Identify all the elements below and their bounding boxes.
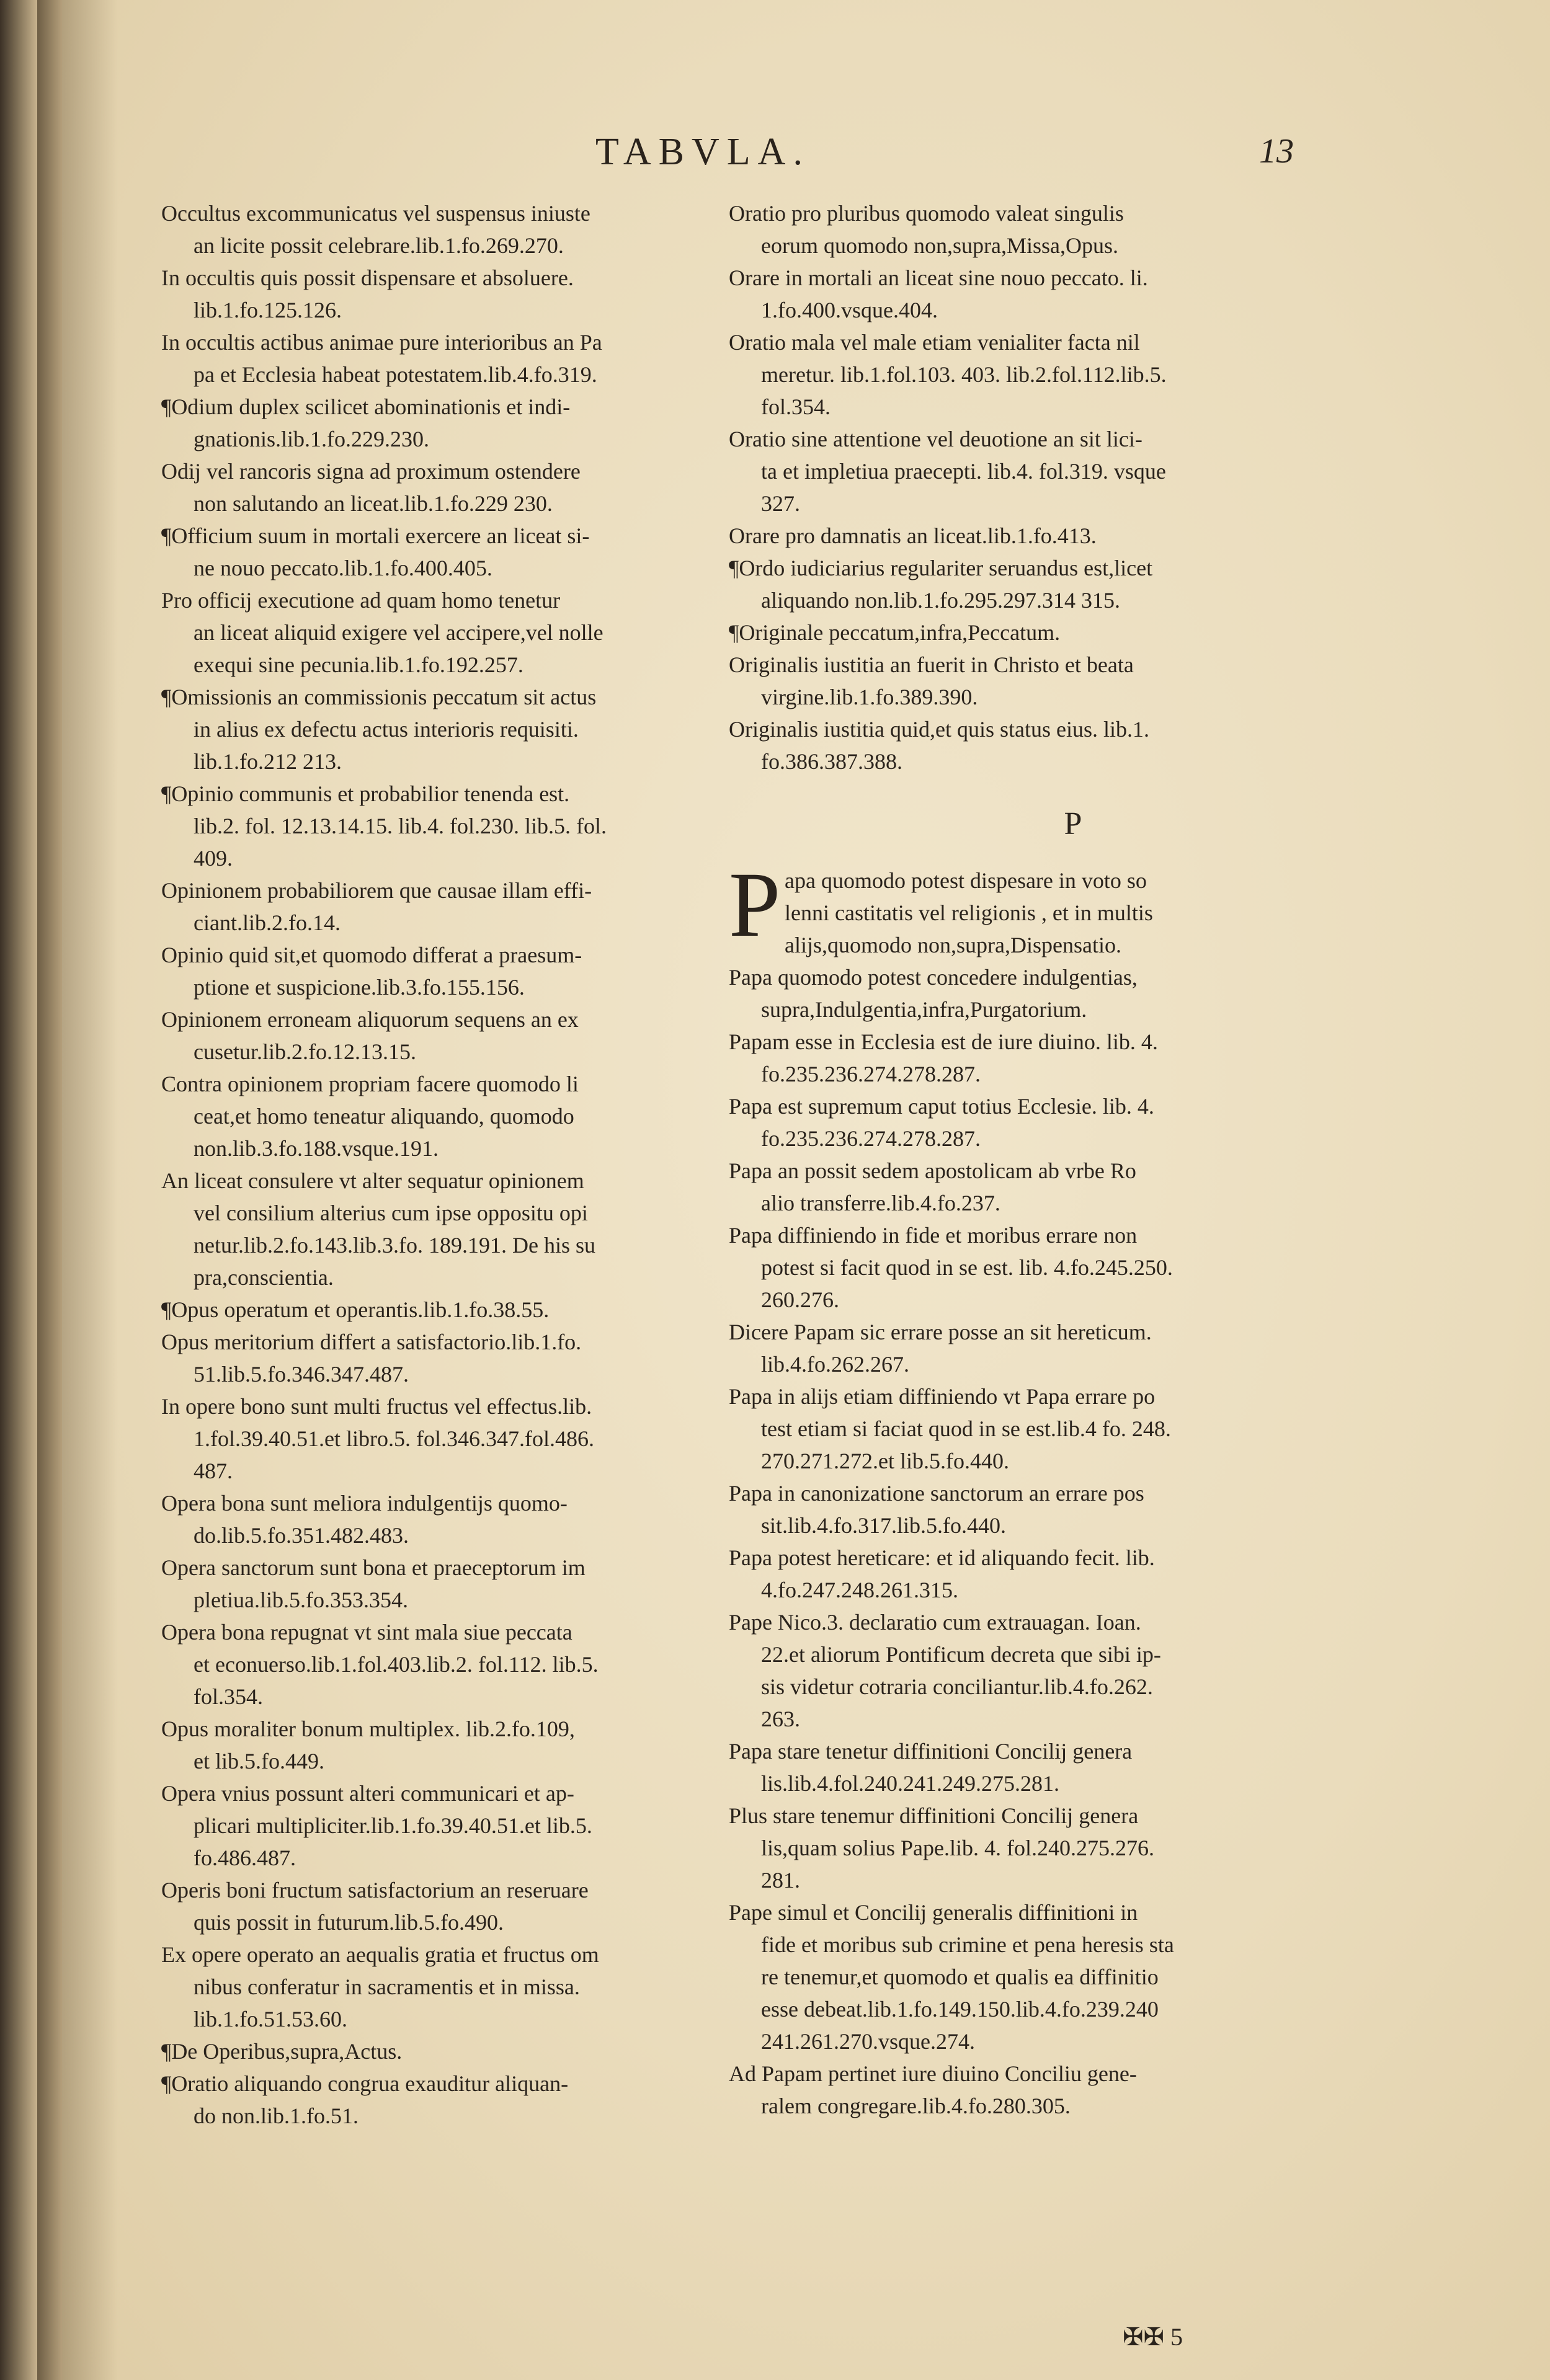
- entry-line: Opus moraliter bonum multiplex. lib.2.fo.109,: [161, 1716, 575, 1741]
- entry-line: 260.276.: [761, 1287, 839, 1312]
- entry-line: Papa diffiniendo in fide et moribus errare non: [729, 1223, 1138, 1248]
- index-entry: [729, 649, 1349, 713]
- index-entry: [161, 1938, 782, 2035]
- entry-line: quis possit in futurum.lib.5.fo.490.: [194, 1910, 504, 1935]
- entry-line: test etiam si faciat quod in se est.lib.4 fo. 248.: [761, 1416, 1171, 1441]
- right-column-p-entries: [729, 853, 1349, 2122]
- index-entry: [729, 520, 1349, 552]
- entry-line: Opinio quid sit,et quomodo differat a praesum-: [161, 943, 582, 967]
- entry-line: esse debeat.lib.1.fo.149.150.lib.4.fo.239.240: [761, 1997, 1159, 2022]
- index-entry: [161, 2035, 782, 2067]
- index-entry: [161, 1552, 782, 1616]
- entry-line: Originalis iustitia an fuerit in Christo et beata: [729, 652, 1134, 677]
- entry-line: Opera vnius possunt alteri communicari et ap-: [161, 1781, 574, 1806]
- entry-line: cusetur.lib.2.fo.12.13.15.: [194, 1039, 416, 1064]
- index-entry: [729, 961, 1349, 1026]
- entry-line: ciant.lib.2.fo.14.: [194, 910, 341, 935]
- entry-line: Ex opere operato an aequalis gratia et fructus om: [161, 1942, 599, 1967]
- entry-line: ¶Omissionis an commissionis peccatum sit actus: [161, 685, 597, 709]
- running-title: TABVLA.: [595, 131, 810, 173]
- index-entry: [161, 2067, 782, 2132]
- entry-line: nibus conferatur in sacramentis et in missa.: [194, 1974, 580, 1999]
- entry-line: Opera bona repugnat vt sint mala siue peccata: [161, 1620, 572, 1645]
- entry-line: 270.271.272.et lib.5.fo.440.: [761, 1449, 1009, 1473]
- entry-line: do non.lib.1.fo.51.: [194, 2103, 359, 2128]
- entry-line: supra,Indulgentia,infra,Purgatorium.: [761, 997, 1087, 1022]
- index-entry: [161, 391, 782, 455]
- index-entry: [161, 939, 782, 1003]
- entry-line: Opinionem erroneam aliquorum sequens an ex: [161, 1007, 579, 1032]
- entry-line: Opinionem probabiliorem que causae illam effi-: [161, 878, 592, 903]
- decorated-initial: P: [729, 853, 781, 956]
- entry-line: ¶De Operibus,supra,Actus.: [161, 2039, 403, 2064]
- entry-line: An liceat consulere vt alter sequatur opinionem: [161, 1168, 584, 1193]
- index-entry: [729, 262, 1349, 326]
- entry-line: lis.lib.4.fol.240.241.249.275.281.: [761, 1771, 1060, 1796]
- entry-line: do.lib.5.fo.351.482.483.: [194, 1523, 409, 1548]
- index-entry: [729, 1026, 1349, 1090]
- index-entry: [729, 1155, 1349, 1219]
- entry-line: sis videtur cotraria conciliantur.lib.4.fo.262.: [761, 1674, 1153, 1699]
- entry-line: 263.: [761, 1707, 800, 1731]
- entry-line: re tenemur,et quomodo et qualis ea diffinitio: [761, 1965, 1159, 1989]
- entry-line: pa et Ecclesia habeat potestatem.lib.4.fo.319.: [194, 362, 597, 387]
- entry-line: fide et moribus sub crimine et pena heresis sta: [761, 1932, 1174, 1957]
- entry-line: Originalis iustitia quid,et quis status eius. lib.1.: [729, 717, 1149, 742]
- entry-line: lib.1.fo.51.53.60.: [194, 2007, 347, 2031]
- entry-line: ralem congregare.lib.4.fo.280.305.: [761, 2094, 1071, 2118]
- entry-line: an liceat aliquid exigere vel accipere,vel nolle: [194, 620, 604, 645]
- index-entry: [161, 1390, 782, 1487]
- entry-line: Papa est supremum caput totius Ecclesie. lib. 4.: [729, 1094, 1154, 1119]
- entry-line: 1.fo.400.vsque.404.: [761, 298, 938, 322]
- entry-line: Operis boni fructum satisfactorium an reseruare: [161, 1878, 589, 1903]
- index-entry: [729, 1542, 1349, 1606]
- index-entry: [729, 616, 1349, 649]
- index-entry: [729, 853, 1349, 961]
- entry-line: an licite possit celebrare.lib.1.fo.269.270.: [194, 233, 564, 258]
- entry-line: Papa quomodo potest concedere indulgentias,: [729, 965, 1138, 990]
- entry-line: in alius ex defectu actus interioris requisiti.: [194, 717, 579, 742]
- entry-line: eorum quomodo non,supra,Missa,Opus.: [761, 233, 1118, 258]
- book-gutter: [37, 0, 62, 2380]
- entry-line: In occultis quis possit dispensare et absoluere.: [161, 265, 574, 290]
- index-entry: [729, 552, 1349, 616]
- book-page: [62, 0, 1550, 2380]
- entry-line: 51.lib.5.fo.346.347.487.: [194, 1362, 409, 1387]
- entry-line: ¶Ordo iudiciarius regulariter seruandus est,licet: [729, 556, 1153, 580]
- entry-line: ¶Odium duplex scilicet abominationis et indi-: [161, 394, 571, 419]
- entry-line: 327.: [761, 491, 800, 516]
- index-entry: [729, 1380, 1349, 1477]
- entry-line: meretur. lib.1.fol.103. 403. lib.2.fol.112.lib.5.: [761, 362, 1167, 387]
- entry-line: potest si facit quod in se est. lib. 4.fo.245.250.: [761, 1255, 1173, 1280]
- page-number: 13: [1259, 132, 1294, 171]
- entry-line: 22.et aliorum Pontificum decreta que sibi ip-: [761, 1642, 1161, 1667]
- index-entry: [729, 326, 1349, 423]
- entry-line: 281.: [761, 1868, 800, 1893]
- entry-line: Opera sanctorum sunt bona et praeceptorum im: [161, 1555, 586, 1580]
- index-entry: [729, 713, 1349, 778]
- entry-line: fol.354.: [194, 1684, 263, 1709]
- entry-line: pra,conscientia.: [194, 1265, 334, 1290]
- entry-line: et econuerso.lib.1.fol.403.lib.2. fol.112. lib.5.: [194, 1652, 599, 1677]
- entry-line: lib.1.fo.212 213.: [194, 749, 342, 774]
- entry-line: lenni castitatis vel religionis , et in multis: [785, 900, 1153, 925]
- index-entry: [161, 1294, 782, 1326]
- entry-line: ¶Officium suum in mortali exercere an liceat si-: [161, 523, 590, 548]
- entry-line: plicari multipliciter.lib.1.fo.39.40.51.et lib.5.: [194, 1813, 592, 1838]
- index-entry: [161, 1326, 782, 1390]
- index-entry: [729, 1606, 1349, 1735]
- entry-line: Odij vel rancoris signa ad proximum ostendere: [161, 459, 581, 484]
- entry-line: et lib.5.fo.449.: [194, 1749, 324, 1774]
- entry-line: Opus meritorium differt a satisfactorio.lib.1.fo.: [161, 1330, 582, 1354]
- index-entry: [161, 681, 782, 778]
- index-entry: [161, 584, 782, 681]
- index-entry: [161, 1616, 782, 1713]
- entry-line: sit.lib.4.fo.317.lib.5.fo.440.: [761, 1513, 1006, 1538]
- entry-line: fol.354.: [761, 394, 831, 419]
- entry-line: lib.4.fo.262.267.: [761, 1352, 909, 1377]
- index-entry: [161, 874, 782, 939]
- entry-line: lis,quam solius Pape.lib. 4. fol.240.275.276.: [761, 1836, 1154, 1860]
- index-entry: [161, 1003, 782, 1068]
- entry-line: ¶Opinio communis et probabilior tenenda est.: [161, 781, 570, 806]
- entry-line: Occultus excommunicatus vel suspensus iniuste: [161, 201, 590, 226]
- section-letter: P: [1064, 806, 1082, 841]
- index-entry: [161, 778, 782, 874]
- entry-line: ne nouo peccato.lib.1.fo.400.405.: [194, 556, 492, 580]
- entry-line: non.lib.3.fo.188.vsque.191.: [194, 1136, 439, 1161]
- entry-line: Oratio sine attentione vel deuotione an sit lici-: [729, 427, 1142, 451]
- index-entry: [729, 423, 1349, 520]
- entry-line: gnationis.lib.1.fo.229.230.: [194, 427, 429, 451]
- entry-line: 241.261.270.vsque.274.: [761, 2029, 975, 2054]
- index-entry: [161, 1165, 782, 1294]
- entry-line: ta et impletiua praecepti. lib.4. fol.319. vsque: [761, 459, 1166, 484]
- index-entry: [161, 1777, 782, 1874]
- index-entry: [161, 1068, 782, 1165]
- left-index-column: [161, 197, 782, 2132]
- entry-line: virgine.lib.1.fo.389.390.: [761, 685, 978, 709]
- entry-line: alijs,quomodo non,supra,Dispensatio.: [785, 933, 1121, 957]
- entry-line: Papa an possit sedem apostolicam ab vrbe Ro: [729, 1158, 1136, 1183]
- index-entry: [729, 1896, 1349, 2058]
- index-entry: [729, 1477, 1349, 1542]
- entry-line: ceat,et homo teneatur aliquando, quomodo: [194, 1104, 574, 1129]
- entry-line: 1.fol.39.40.51.et libro.5. fol.346.347.fol.486.: [194, 1426, 594, 1451]
- entry-line: vel consilium alterius cum ipse oppositu opi: [194, 1201, 588, 1225]
- entry-line: Oratio mala vel male etiam venialiter facta nil: [729, 330, 1140, 355]
- index-entry: [729, 1800, 1349, 1896]
- index-entry: [729, 1735, 1349, 1800]
- entry-line: ¶Oratio aliquando congrua exauditur aliquan-: [161, 2071, 569, 2096]
- entry-line: Ad Papam pertinet iure diuino Conciliu gene-: [729, 2061, 1137, 2086]
- signature-mark: ✠✠ 5: [1123, 2323, 1183, 2351]
- entry-line: exequi sine pecunia.lib.1.fo.192.257.: [194, 652, 523, 677]
- index-entry: [161, 326, 782, 391]
- entry-line: In opere bono sunt multi fructus vel effectus.lib.: [161, 1394, 592, 1419]
- index-entry: [729, 197, 1349, 262]
- entry-line: lib.1.fo.125.126.: [194, 298, 342, 322]
- index-entry: [161, 262, 782, 326]
- entry-line: Papa potest hereticare: et id aliquando fecit. lib.: [729, 1545, 1155, 1570]
- entry-line: Plus stare tenemur diffinitioni Concilij genera: [729, 1803, 1139, 1828]
- index-entry: [729, 2058, 1349, 2122]
- right-column-o-entries: [729, 197, 1349, 778]
- previous-page-edge: [0, 0, 37, 2380]
- index-entry: [161, 1713, 782, 1777]
- entry-line: Papa in alijs etiam diffiniendo vt Papa errare po: [729, 1384, 1156, 1409]
- entry-line: alio transferre.lib.4.fo.237.: [761, 1191, 1000, 1215]
- index-entry: [729, 1090, 1349, 1155]
- entry-line: non salutando an liceat.lib.1.fo.229 230.: [194, 491, 553, 516]
- entry-line: apa quomodo potest dispesare in voto so: [785, 868, 1147, 893]
- entry-line: fo.486.487.: [194, 1845, 296, 1870]
- entry-line: Contra opinionem propriam facere quomodo li: [161, 1072, 579, 1096]
- entry-line: 409.: [194, 846, 233, 871]
- entry-line: netur.lib.2.fo.143.lib.3.fo. 189.191. De his su: [194, 1233, 595, 1258]
- entry-line: fo.386.387.388.: [761, 749, 902, 774]
- entry-line: pletiua.lib.5.fo.353.354.: [194, 1587, 408, 1612]
- entry-line: Papa stare tenetur diffinitioni Concilij genera: [729, 1739, 1133, 1764]
- index-entry: [161, 520, 782, 584]
- entry-line: Papam esse in Ecclesia est de iure diuino. lib. 4.: [729, 1029, 1158, 1054]
- entry-line: Orare pro damnatis an liceat.lib.1.fo.413.: [729, 523, 1097, 548]
- page-header: [62, 130, 1550, 180]
- entry-line: Pape simul et Concilij generalis diffinitioni in: [729, 1900, 1138, 1925]
- index-entry: [729, 1316, 1349, 1380]
- index-entry: [729, 1219, 1349, 1316]
- index-entry: [161, 1874, 782, 1938]
- entry-line: Papa in canonizatione sanctorum an errare pos: [729, 1481, 1144, 1506]
- entry-line: 487.: [194, 1459, 233, 1483]
- entry-line: lib.2. fol. 12.13.14.15. lib.4. fol.230. lib.5. fol.: [194, 814, 607, 838]
- entry-line: Dicere Papam sic errare posse an sit hereticum.: [729, 1320, 1152, 1344]
- entry-line: aliquando non.lib.1.fo.295.297.314 315.: [761, 588, 1120, 613]
- index-entry: [161, 455, 782, 520]
- entry-line: fo.235.236.274.278.287.: [761, 1062, 981, 1086]
- index-entry: [161, 197, 782, 262]
- right-index-column: [729, 197, 1349, 2122]
- entry-line: ptione et suspicione.lib.3.fo.155.156.: [194, 975, 525, 1000]
- index-entry: [161, 1487, 782, 1552]
- entry-line: Orare in mortali an liceat sine nouo peccato. li.: [729, 265, 1148, 290]
- entry-line: 4.fo.247.248.261.315.: [761, 1578, 958, 1602]
- entry-line: Opera bona sunt meliora indulgentijs quomo-: [161, 1491, 568, 1516]
- entry-line: ¶Originale peccatum,infra,Peccatum.: [729, 620, 1061, 645]
- entry-line: In occultis actibus animae pure interioribus an Pa: [161, 330, 602, 355]
- entry-line: fo.235.236.274.278.287.: [761, 1126, 981, 1151]
- entry-line: Oratio pro pluribus quomodo valeat singulis: [729, 201, 1124, 226]
- entry-line: ¶Opus operatum et operantis.lib.1.fo.38.55.: [161, 1297, 550, 1322]
- entry-line: Pro officij executione ad quam homo tenetur: [161, 588, 561, 613]
- entry-line: Pape Nico.3. declaratio cum extrauagan. Ioan.: [729, 1610, 1141, 1635]
